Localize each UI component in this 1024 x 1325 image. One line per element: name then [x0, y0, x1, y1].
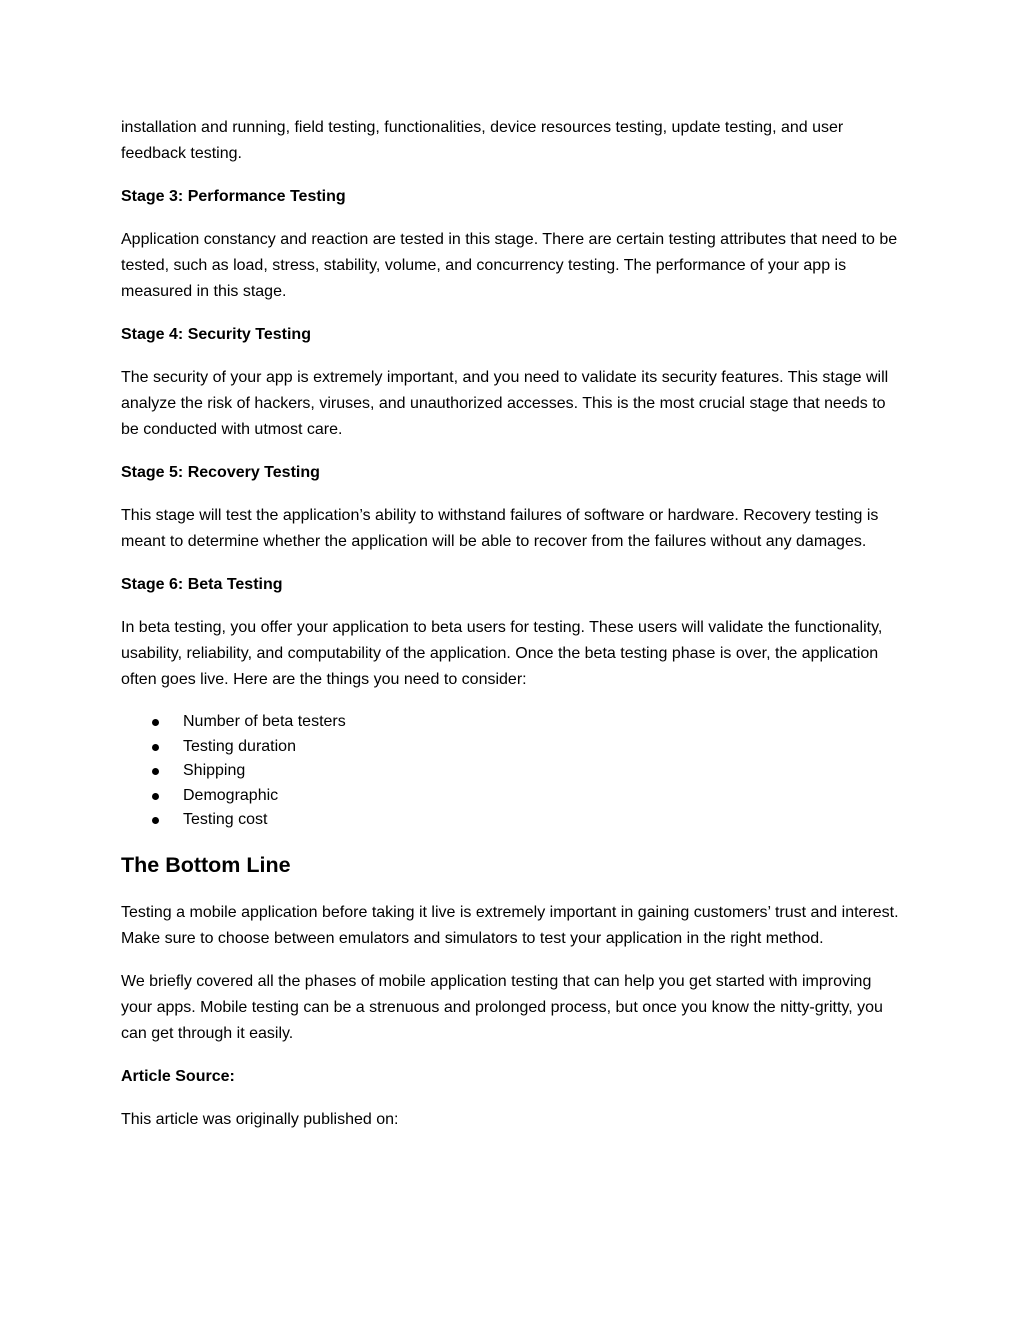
list-item-label: Testing duration — [183, 737, 296, 755]
stage-5-heading: Stage 5: Recovery Testing — [121, 464, 320, 481]
list-item-label: Demographic — [183, 786, 279, 804]
stage-3-paragraph: Application constancy and reaction are tested in this stage. There are certain testing attributes that need to be tested, such as load, stress, stability, volume, and concurrency testing. The performance of your app is measured in this stage. — [121, 231, 898, 300]
list-item — [121, 808, 902, 833]
list-item — [121, 759, 902, 784]
list-item-label: Shipping — [183, 762, 246, 780]
bottom-line-paragraph-2: We briefly covered all the phases of mobile application testing that can help you get started with improving your apps. Mobile testing can be a strenuous and prolonged process, but once you know the nitty-gritty, you can get through it easily. — [121, 972, 883, 1042]
list-item-label: Testing cost — [183, 811, 268, 829]
stage-3-heading: Stage 3: Performance Testing — [121, 188, 346, 205]
bullet-icon — [152, 817, 159, 824]
stage-4-paragraph: The security of your app is extremely important, and you need to validate its security features. This stage will analyze the risk of hackers, viruses, and unauthorized accesses. This is the most crucial stage that needs to be conducted with utmost care. — [121, 369, 889, 438]
bullet-icon — [152, 719, 159, 726]
intro-paragraph: installation and running, field testing, functionalities, device resources testing, update testing, and user feedback testing. — [121, 119, 844, 162]
list-item-label: Number of beta testers — [183, 713, 346, 730]
article-source-heading: Article Source: — [121, 1067, 235, 1085]
bottom-line-paragraph-1: Testing a mobile application before taking it live is extremely important in gaining customers’ trust and interest. Make sure to choose between emulators and simulators to test your application in the right method. — [121, 903, 899, 947]
list-item — [121, 735, 902, 760]
list-item — [121, 710, 902, 735]
article-source-paragraph: This article was originally published on: — [121, 1110, 399, 1128]
list-item — [121, 784, 902, 809]
bullet-icon — [152, 744, 159, 751]
bottom-line-heading: The Bottom Line — [121, 852, 291, 877]
bullet-icon — [152, 793, 159, 800]
stage-6-paragraph: In beta testing, you offer your application to beta users for testing. These users will validate the functionality, usability, reliability, and computability of the application. Once the beta testing phase is over, the application often goes live. Here are the things you need to consider: — [121, 619, 883, 688]
beta-considerations-list — [121, 710, 902, 833]
bullet-icon — [152, 768, 159, 775]
stage-5-paragraph: This stage will test the application’s ability to withstand failures of software or hardware. Recovery testing is meant to determine whether the application will be able to recover from the failures without any damages. — [121, 507, 879, 550]
stage-6-heading: Stage 6: Beta Testing — [121, 576, 283, 593]
stage-4-heading: Stage 4: Security Testing — [121, 326, 311, 343]
